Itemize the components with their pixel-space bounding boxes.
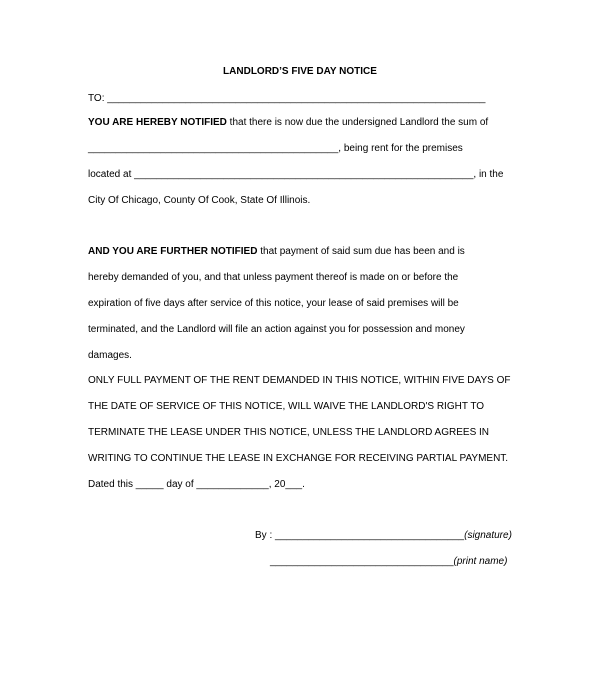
signature-label: (signature) <box>464 530 512 541</box>
paragraph1-line4: City Of Chicago, County Of Cook, State Of Illinois. <box>88 195 311 206</box>
signature-row <box>255 530 512 542</box>
print-name-label: (print name) <box>453 556 508 567</box>
paragraph1-line1 <box>88 117 488 129</box>
paragraph1-line1-text: that there is now due the undersigned Landlord the sum of <box>226 117 489 128</box>
paragraph1-line2: _____________________________________________, being rent for the premises <box>88 143 463 154</box>
to-line: TO: ____________________________________________________________________ <box>88 93 486 104</box>
paragraph1-line3: located at _____________________________________________________________, in the <box>88 169 504 180</box>
print-name-row <box>270 556 507 568</box>
signature-blank[interactable]: __________________________________ <box>275 530 465 541</box>
paragraph2-line4: terminated, and the Landlord will file an action against you for possession and money <box>88 324 465 335</box>
by-label: By : <box>255 530 273 541</box>
paragraph2-line2: hereby demanded of you, and that unless payment thereof is made on or before the <box>88 272 459 283</box>
paragraph2-line5: damages. <box>88 350 132 361</box>
paragraph3-line2: THE DATE OF SERVICE OF THIS NOTICE, WILL WAIVE THE LANDLORD'S RIGHT TO <box>88 401 485 412</box>
dated-line: Dated this _____ day of _____________, 20___. <box>88 479 305 490</box>
paragraph3-line4: WRITING TO CONTINUE THE LEASE IN EXCHANGE FOR RECEIVING PARTIAL PAYMENT. <box>88 453 509 464</box>
paragraph3-line1: ONLY FULL PAYMENT OF THE RENT DEMANDED IN THIS NOTICE, WITHIN FIVE DAYS OF <box>88 375 511 386</box>
paragraph2-line1-text: that payment of said sum due has been and is <box>257 246 465 257</box>
further-notified-bold: AND YOU ARE FURTHER NOTIFIED <box>88 246 258 257</box>
paragraph2-line3: expiration of five days after service of this notice, your lease of said premises will be <box>88 298 459 309</box>
document-title: LANDLORD’S FIVE DAY NOTICE <box>223 66 377 77</box>
print-name-blank[interactable]: _________________________________ <box>270 556 454 567</box>
paragraph2-line1 <box>88 246 465 258</box>
paragraph3-line3: TERMINATE THE LEASE UNDER THIS NOTICE, UNLESS THE LANDLORD AGREES IN <box>88 427 490 438</box>
notified-bold: YOU ARE HEREBY NOTIFIED <box>88 117 227 128</box>
